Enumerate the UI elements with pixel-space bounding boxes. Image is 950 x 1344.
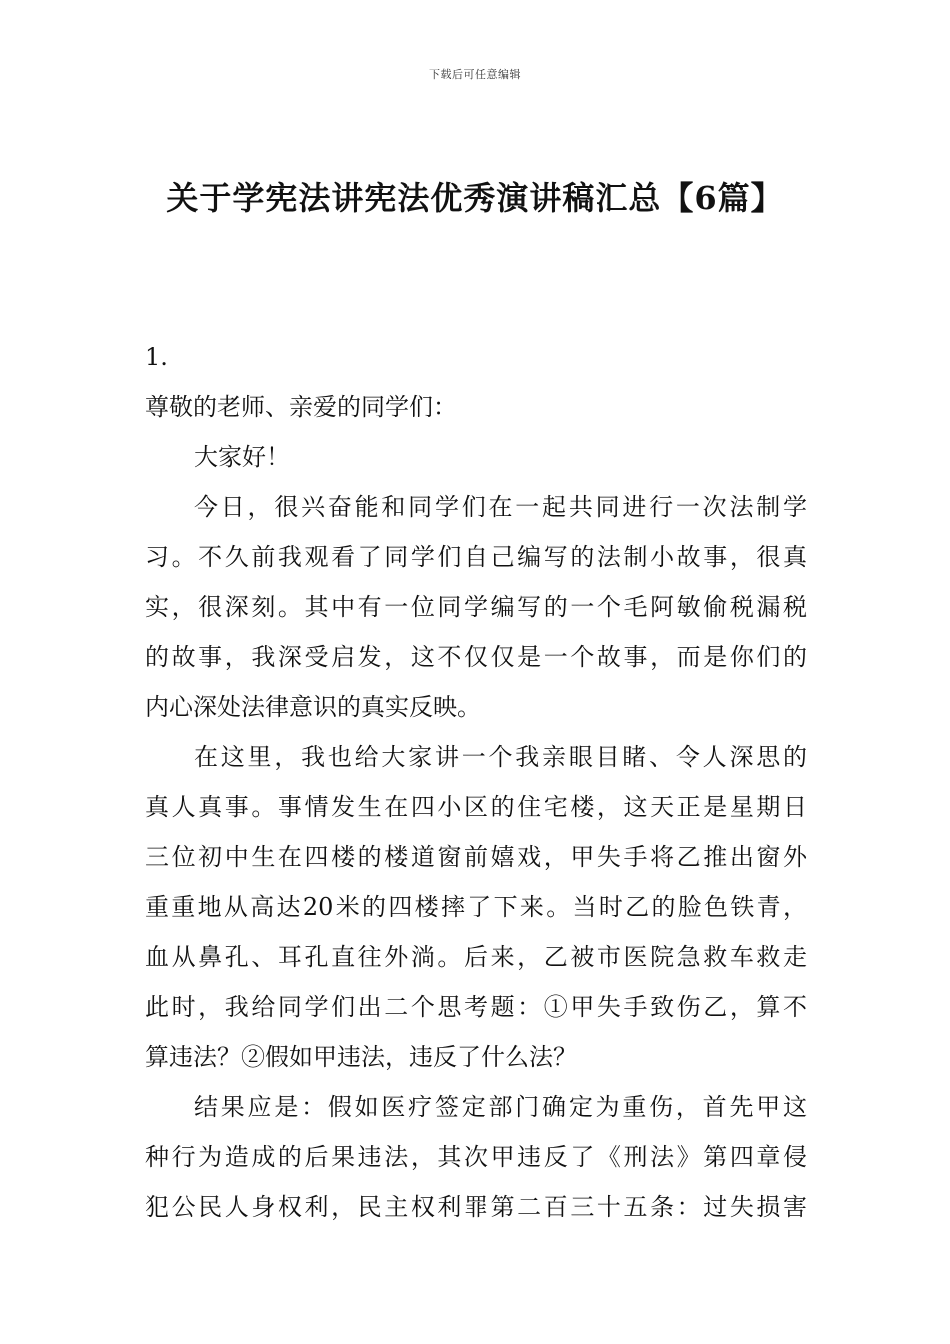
body-line: 实，很深刻。其中有一位同学编写的一个毛阿敏偷税漏税 bbox=[145, 593, 807, 621]
body-line: 此时，我给同学们出二个思考题：①甲失手致伤乙，算不 bbox=[145, 993, 807, 1021]
body-line: 结果应是：假如医疗签定部门确定为重伤，首先甲这 bbox=[194, 1093, 807, 1121]
body-line: 习。不久前我观看了同学们自己编写的法制小故事，很真 bbox=[145, 543, 807, 571]
body-line: 犯公民人身权利，民主权利罪第二百三十五条：过失损害 bbox=[145, 1193, 807, 1221]
body-line: 算违法？②假如甲违法，违反了什么法？ bbox=[145, 1043, 577, 1071]
body-line: 真人真事。事情发生在四小区的住宅楼，这天正是星期日 bbox=[145, 793, 807, 821]
body-line: 种行为造成的后果违法，其次甲违反了《刑法》第四章侵 bbox=[145, 1143, 807, 1171]
body-line: 大家好！ bbox=[194, 443, 290, 471]
body-line: 血从鼻孔、耳孔直往外淌。后来，乙被市医院急救车救走 bbox=[145, 943, 807, 971]
body-line: 尊敬的老师、亲爱的同学们： bbox=[145, 393, 457, 421]
body-line: 重重地从高达20米的四楼摔了下来。当时乙的脸色铁青， bbox=[145, 893, 807, 921]
body-line: 今日，很兴奋能和同学们在一起共同进行一次法制学 bbox=[194, 493, 807, 521]
body-line: 在这里，我也给大家讲一个我亲眼目睹、令人深思的 bbox=[194, 743, 807, 771]
header-note: 下载后可任意编辑 bbox=[429, 68, 521, 81]
body-line: 的故事，我深受启发，这不仅仅是一个故事，而是你们的 bbox=[145, 643, 807, 671]
body-line: 1. bbox=[145, 343, 168, 371]
body-line: 三位初中生在四楼的楼道窗前嬉戏，甲失手将乙推出窗外 bbox=[145, 843, 807, 871]
document-body bbox=[145, 332, 807, 1232]
body-line: 内心深处法律意识的真实反映。 bbox=[145, 693, 481, 721]
document-title: 关于学宪法讲宪法优秀演讲稿汇总【6篇】 bbox=[166, 179, 784, 217]
